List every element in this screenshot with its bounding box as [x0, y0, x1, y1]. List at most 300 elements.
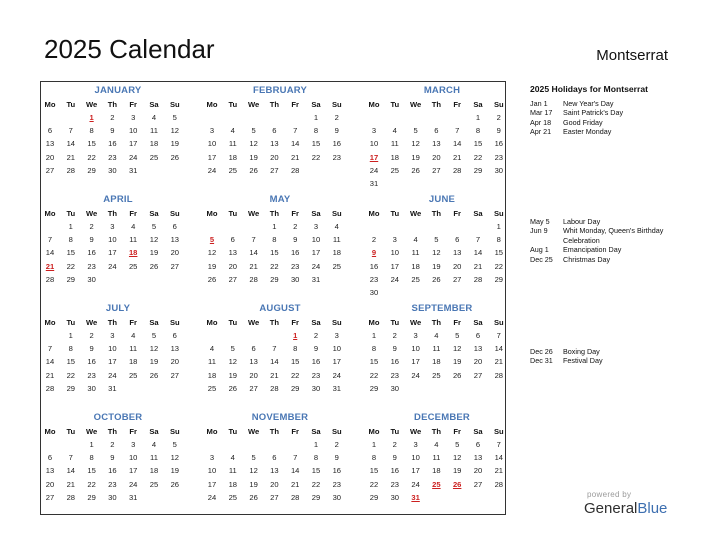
holiday-group	[530, 99, 670, 137]
day-cell: 8	[68, 235, 73, 245]
day-cell: 7	[47, 235, 53, 245]
holiday-name: Saint Patrick's Day	[563, 108, 624, 118]
weekday-header: Fr	[291, 318, 299, 327]
weekday-header: Fr	[453, 209, 461, 218]
day-cell: 5	[455, 440, 460, 449]
day-cell: 6	[251, 344, 256, 354]
day-cell: 24	[332, 370, 342, 380]
day-cell: 5	[251, 453, 256, 463]
day-cell: 20	[45, 152, 55, 162]
day-cell: 19	[249, 152, 258, 162]
day-cell: 18	[207, 370, 217, 380]
day-cell: 1	[272, 222, 277, 231]
country-name: Montserrat	[596, 47, 668, 64]
holiday-item	[530, 118, 670, 127]
holiday-item	[530, 108, 670, 117]
day-cell: 22	[369, 370, 379, 380]
holiday-group	[530, 217, 670, 264]
day-cell: 15	[66, 248, 76, 258]
weekday-header: Mo	[206, 209, 218, 218]
day-cell: 15	[494, 248, 504, 258]
day-cell: 5	[434, 235, 439, 245]
weekday-header: Sa	[473, 318, 483, 327]
weekday-header: Th	[431, 100, 442, 109]
day-cell: 18	[149, 466, 159, 476]
day-cell: 4	[131, 222, 136, 231]
day-cell: 24	[128, 479, 138, 489]
day-cell: 24	[108, 261, 117, 271]
day-cell: 2	[334, 440, 339, 449]
day-cell: 14	[45, 248, 55, 258]
weekday-header: Th	[107, 100, 118, 109]
day-cell: 27	[473, 370, 483, 380]
day-cell: 5	[455, 331, 460, 340]
day-cell: 24	[108, 370, 117, 380]
day-cell: 21	[494, 357, 504, 367]
day-cell: 16	[332, 139, 342, 149]
day-cell: 20	[228, 261, 238, 271]
day-cell: 26	[452, 370, 462, 380]
holiday-name: Boxing Day	[563, 347, 600, 356]
holiday-item	[530, 226, 670, 245]
day-cell: 8	[313, 453, 319, 463]
day-cell: 21	[473, 261, 483, 271]
weekday-header: Sa	[311, 427, 321, 436]
weekday-header: Th	[269, 209, 280, 218]
weekday-header: Tu	[228, 209, 238, 218]
holiday-item	[530, 245, 670, 254]
day-cell: 11	[129, 344, 138, 354]
day-cell: 20	[270, 479, 279, 489]
day-cell: 23	[108, 152, 117, 162]
day-cell: 7	[251, 235, 256, 245]
weekday-header: Mo	[368, 209, 380, 218]
day-cell: 5	[172, 440, 177, 449]
day-cell: 28	[249, 274, 258, 284]
day-cell: 31	[128, 165, 138, 175]
day-cell: 14	[66, 139, 76, 149]
day-cell: 28	[45, 274, 55, 284]
holiday-item	[530, 255, 670, 264]
day-cell: 11	[432, 344, 441, 354]
weekday-header: Su	[169, 427, 180, 436]
weekday-header: Fr	[129, 318, 137, 327]
day-cell: 4	[151, 113, 157, 122]
day-cell: 6	[475, 440, 481, 449]
day-cell: 3	[110, 331, 115, 340]
day-cell: 10	[411, 344, 420, 354]
day-cell: 15	[66, 357, 76, 367]
day-cell: 14	[45, 357, 55, 367]
day-cell: 28	[494, 479, 504, 489]
day-cell: 13	[473, 453, 483, 463]
day-cell: 14	[494, 453, 504, 463]
day-cell: 26	[170, 152, 180, 162]
day-cell: 15	[369, 466, 379, 476]
day-cell: 4	[151, 440, 157, 449]
day-cell: 6	[172, 222, 177, 231]
weekday-header: Su	[493, 100, 504, 109]
weekday-header: Th	[269, 427, 280, 436]
day-cell: 23	[332, 479, 342, 489]
day-cell: 19	[432, 261, 441, 271]
day-cell: 12	[249, 466, 258, 476]
holiday-day-cell: 18	[128, 248, 138, 258]
holiday-date: Dec 26	[530, 347, 553, 356]
weekday-header: Fr	[291, 209, 299, 218]
day-cell: 16	[369, 261, 379, 271]
day-cell: 30	[332, 492, 342, 502]
day-cell: 28	[66, 165, 76, 175]
day-cell: 16	[332, 466, 342, 476]
day-cell: 9	[496, 126, 501, 136]
powered-by-text: powered by	[587, 490, 632, 499]
day-cell: 18	[390, 152, 400, 162]
day-cell: 8	[272, 235, 277, 245]
day-cell: 25	[332, 261, 342, 271]
holiday-day-cell: 21	[45, 261, 55, 271]
day-cell: 13	[228, 248, 238, 258]
holiday-name: Festival Day	[563, 356, 603, 366]
holiday-date: Jan 1	[530, 99, 548, 108]
holiday-name: Good Friday	[563, 117, 603, 127]
day-cell: 25	[128, 261, 138, 271]
weekday-header: Mo	[44, 318, 56, 327]
day-cell: 24	[128, 152, 138, 162]
day-cell: 4	[413, 235, 418, 245]
day-cell: 17	[108, 357, 117, 367]
day-cell: 6	[434, 126, 439, 136]
day-cell: 17	[411, 466, 420, 476]
day-cell: 15	[270, 248, 279, 258]
day-cell: 23	[290, 261, 300, 271]
month-title: OCTOBER	[93, 412, 143, 423]
day-cell: 2	[110, 440, 115, 449]
day-cell: 10	[108, 344, 117, 354]
weekday-header: Sa	[311, 100, 321, 109]
month-january	[45, 85, 191, 189]
day-cell: 2	[496, 113, 501, 122]
day-cell: 17	[390, 261, 400, 271]
day-cell: 19	[411, 152, 420, 162]
day-cell: 12	[228, 357, 238, 367]
day-cell: 14	[249, 248, 258, 258]
day-cell: 4	[131, 331, 136, 340]
day-cell: 10	[207, 466, 217, 476]
weekday-header: Tu	[228, 318, 238, 327]
day-cell: 28	[494, 370, 504, 380]
weekday-header: We	[85, 100, 98, 109]
day-cell: 8	[371, 453, 377, 463]
weekday-header: Sa	[311, 209, 321, 218]
month-title: JUNE	[428, 194, 456, 205]
day-cell: 14	[290, 466, 300, 476]
day-cell: 18	[149, 139, 159, 149]
day-cell: 22	[290, 370, 300, 380]
day-cell: 17	[207, 479, 217, 489]
day-cell: 27	[452, 274, 462, 284]
weekday-header: Fr	[291, 100, 299, 109]
day-cell: 20	[170, 357, 180, 367]
day-cell: 6	[475, 331, 481, 340]
day-cell: 29	[66, 274, 76, 284]
day-cell: 13	[270, 466, 279, 476]
holiday-name: New Year's Day	[563, 99, 614, 108]
page-title: 2025 Calendar	[44, 34, 215, 64]
day-cell: 9	[313, 344, 319, 354]
day-cell: 22	[473, 152, 483, 162]
day-cell: 20	[249, 370, 258, 380]
day-cell: 24	[311, 261, 321, 271]
day-cell: 13	[473, 344, 483, 354]
day-cell: 2	[371, 235, 377, 245]
holiday-item	[530, 356, 670, 365]
day-cell: 1	[313, 440, 319, 449]
day-cell: 23	[87, 261, 96, 271]
day-cell: 22	[87, 479, 96, 489]
weekday-header: Fr	[129, 427, 137, 436]
day-cell: 21	[45, 370, 55, 380]
month-title: MARCH	[423, 85, 461, 96]
day-cell: 10	[369, 139, 379, 149]
month-may	[207, 194, 353, 298]
day-cell: 23	[390, 370, 400, 380]
day-cell: 27	[45, 165, 55, 175]
day-cell: 2	[89, 222, 94, 231]
day-cell: 18	[128, 357, 138, 367]
day-cell: 3	[392, 235, 397, 245]
day-cell: 8	[475, 126, 481, 136]
day-cell: 23	[494, 152, 504, 162]
weekday-header: We	[409, 100, 422, 109]
day-cell: 27	[249, 383, 258, 393]
holiday-day-cell: 5	[209, 235, 215, 245]
holiday-date: May 5	[530, 217, 550, 226]
day-cell: 24	[207, 492, 217, 502]
day-cell: 17	[108, 248, 117, 258]
day-cell: 1	[313, 113, 319, 122]
day-cell: 24	[411, 370, 420, 380]
day-cell: 10	[311, 235, 321, 245]
weekday-header: We	[247, 427, 260, 436]
holiday-day-cell: 1	[89, 113, 94, 122]
day-cell: 17	[332, 357, 342, 367]
day-cell: 14	[473, 248, 483, 258]
day-cell: 4	[230, 453, 235, 463]
weekday-header: Th	[431, 318, 442, 327]
day-cell: 17	[128, 139, 138, 149]
day-cell: 20	[473, 357, 483, 367]
day-cell: 15	[473, 139, 483, 149]
day-cell: 12	[170, 453, 180, 463]
day-cell: 2	[313, 331, 319, 340]
holiday-day-cell: 9	[371, 248, 377, 258]
month-september	[369, 303, 515, 407]
day-cell: 29	[473, 165, 483, 175]
day-cell: 29	[369, 383, 379, 393]
day-cell: 7	[272, 344, 277, 354]
day-cell: 6	[272, 453, 277, 463]
holiday-item	[530, 347, 670, 356]
day-cell: 7	[496, 331, 501, 340]
day-cell: 7	[47, 344, 53, 354]
day-cell: 15	[311, 466, 321, 476]
weekday-header: Sa	[311, 318, 321, 327]
day-cell: 12	[149, 344, 159, 354]
day-cell: 2	[392, 440, 397, 449]
day-cell: 25	[128, 370, 138, 380]
day-cell: 3	[209, 126, 215, 136]
month-october	[45, 412, 191, 516]
day-cell: 30	[87, 274, 96, 284]
day-cell: 26	[149, 261, 159, 271]
holiday-name: Easter Monday	[563, 127, 612, 137]
weekday-header: Su	[331, 100, 342, 109]
day-cell: 30	[87, 383, 96, 393]
day-cell: 24	[411, 479, 420, 489]
day-cell: 30	[108, 165, 117, 175]
day-cell: 31	[369, 179, 379, 188]
weekday-header: Su	[493, 318, 504, 327]
day-cell: 18	[432, 466, 441, 476]
day-cell: 26	[432, 274, 441, 284]
day-cell: 17	[128, 466, 138, 476]
holiday-date: Apr 21	[530, 127, 552, 137]
day-cell: 9	[392, 453, 397, 463]
weekday-header: Sa	[473, 100, 483, 109]
day-cell: 21	[66, 479, 76, 489]
day-cell: 13	[452, 248, 462, 258]
day-cell: 22	[270, 261, 279, 271]
holiday-name: Labour Day	[563, 217, 601, 226]
weekday-header: Mo	[206, 427, 218, 436]
day-cell: 2	[89, 331, 94, 340]
weekday-header: We	[85, 318, 98, 327]
day-cell: 26	[170, 479, 180, 489]
day-cell: 25	[390, 165, 400, 175]
day-cell: 11	[228, 466, 237, 476]
day-cell: 19	[149, 248, 159, 258]
weekday-header: Su	[331, 427, 342, 436]
day-cell: 6	[47, 126, 53, 136]
day-cell: 22	[66, 370, 76, 380]
day-cell: 25	[228, 165, 238, 175]
brand-name-part2: Blue	[637, 500, 668, 517]
day-cell: 25	[228, 492, 238, 502]
day-cell: 21	[249, 261, 258, 271]
day-cell: 1	[475, 113, 481, 122]
day-cell: 11	[390, 139, 399, 149]
day-cell: 16	[290, 248, 300, 258]
day-cell: 13	[432, 139, 441, 149]
day-cell: 26	[249, 492, 258, 502]
day-cell: 16	[108, 139, 117, 149]
day-cell: 3	[413, 331, 418, 340]
day-cell: 22	[87, 152, 96, 162]
day-cell: 9	[392, 344, 397, 354]
day-cell: 13	[170, 235, 180, 245]
day-cell: 9	[334, 453, 339, 463]
weekday-header: Mo	[206, 318, 218, 327]
day-cell: 9	[110, 453, 115, 463]
day-cell: 19	[170, 139, 180, 149]
weekday-header: We	[247, 209, 260, 218]
day-cell: 27	[270, 492, 279, 502]
day-cell: 21	[270, 370, 279, 380]
day-cell: 26	[207, 274, 217, 284]
weekday-header: Tu	[228, 427, 238, 436]
day-cell: 21	[452, 152, 462, 162]
month-title: NOVEMBER	[251, 412, 309, 423]
day-cell: 3	[371, 126, 377, 136]
day-cell: 3	[110, 222, 115, 231]
weekday-header: Tu	[66, 427, 76, 436]
day-cell: 30	[390, 492, 400, 502]
day-cell: 5	[251, 126, 256, 136]
day-cell: 27	[270, 165, 279, 175]
weekday-header: We	[85, 427, 98, 436]
weekday-header: Sa	[149, 209, 159, 218]
day-cell: 12	[411, 139, 420, 149]
day-cell: 7	[496, 440, 501, 449]
day-cell: 19	[149, 357, 159, 367]
day-cell: 18	[228, 152, 238, 162]
day-cell: 23	[108, 479, 117, 489]
day-cell: 26	[249, 165, 258, 175]
day-cell: 22	[311, 152, 321, 162]
day-cell: 20	[270, 152, 279, 162]
weekday-header: Th	[431, 427, 442, 436]
weekday-header: Fr	[291, 427, 299, 436]
weekday-header: Tu	[390, 318, 400, 327]
day-cell: 6	[455, 235, 460, 245]
day-cell: 16	[311, 357, 321, 367]
day-cell: 16	[494, 139, 504, 149]
day-cell: 14	[270, 357, 279, 367]
day-cell: 21	[290, 479, 300, 489]
weekday-header: Th	[431, 209, 442, 218]
day-cell: 5	[172, 113, 177, 122]
month-july	[45, 303, 191, 407]
holiday-date: Dec 25	[530, 254, 553, 264]
day-cell: 9	[293, 235, 298, 245]
holiday-date: Jun 9	[530, 226, 548, 236]
day-cell: 30	[311, 383, 321, 393]
day-cell: 27	[45, 492, 55, 502]
month-title: MAY	[269, 194, 291, 205]
weekday-header: Tu	[66, 100, 76, 109]
day-cell: 20	[170, 248, 180, 258]
day-cell: 13	[45, 466, 55, 476]
weekday-header: Fr	[453, 318, 461, 327]
day-cell: 4	[230, 126, 235, 136]
day-cell: 15	[311, 139, 321, 149]
holiday-date: Dec 31	[530, 356, 553, 366]
day-cell: 16	[87, 248, 96, 258]
day-cell: 3	[131, 440, 136, 449]
day-cell: 28	[290, 492, 300, 502]
day-cell: 4	[434, 440, 439, 449]
day-cell: 25	[207, 383, 217, 393]
day-cell: 14	[290, 139, 300, 149]
day-cell: 8	[68, 344, 73, 354]
day-cell: 8	[313, 126, 319, 136]
day-cell: 29	[311, 492, 321, 502]
holiday-date: Apr 18	[530, 117, 552, 127]
day-cell: 14	[494, 344, 504, 354]
day-cell: 20	[45, 479, 55, 489]
day-cell: 11	[228, 139, 237, 149]
